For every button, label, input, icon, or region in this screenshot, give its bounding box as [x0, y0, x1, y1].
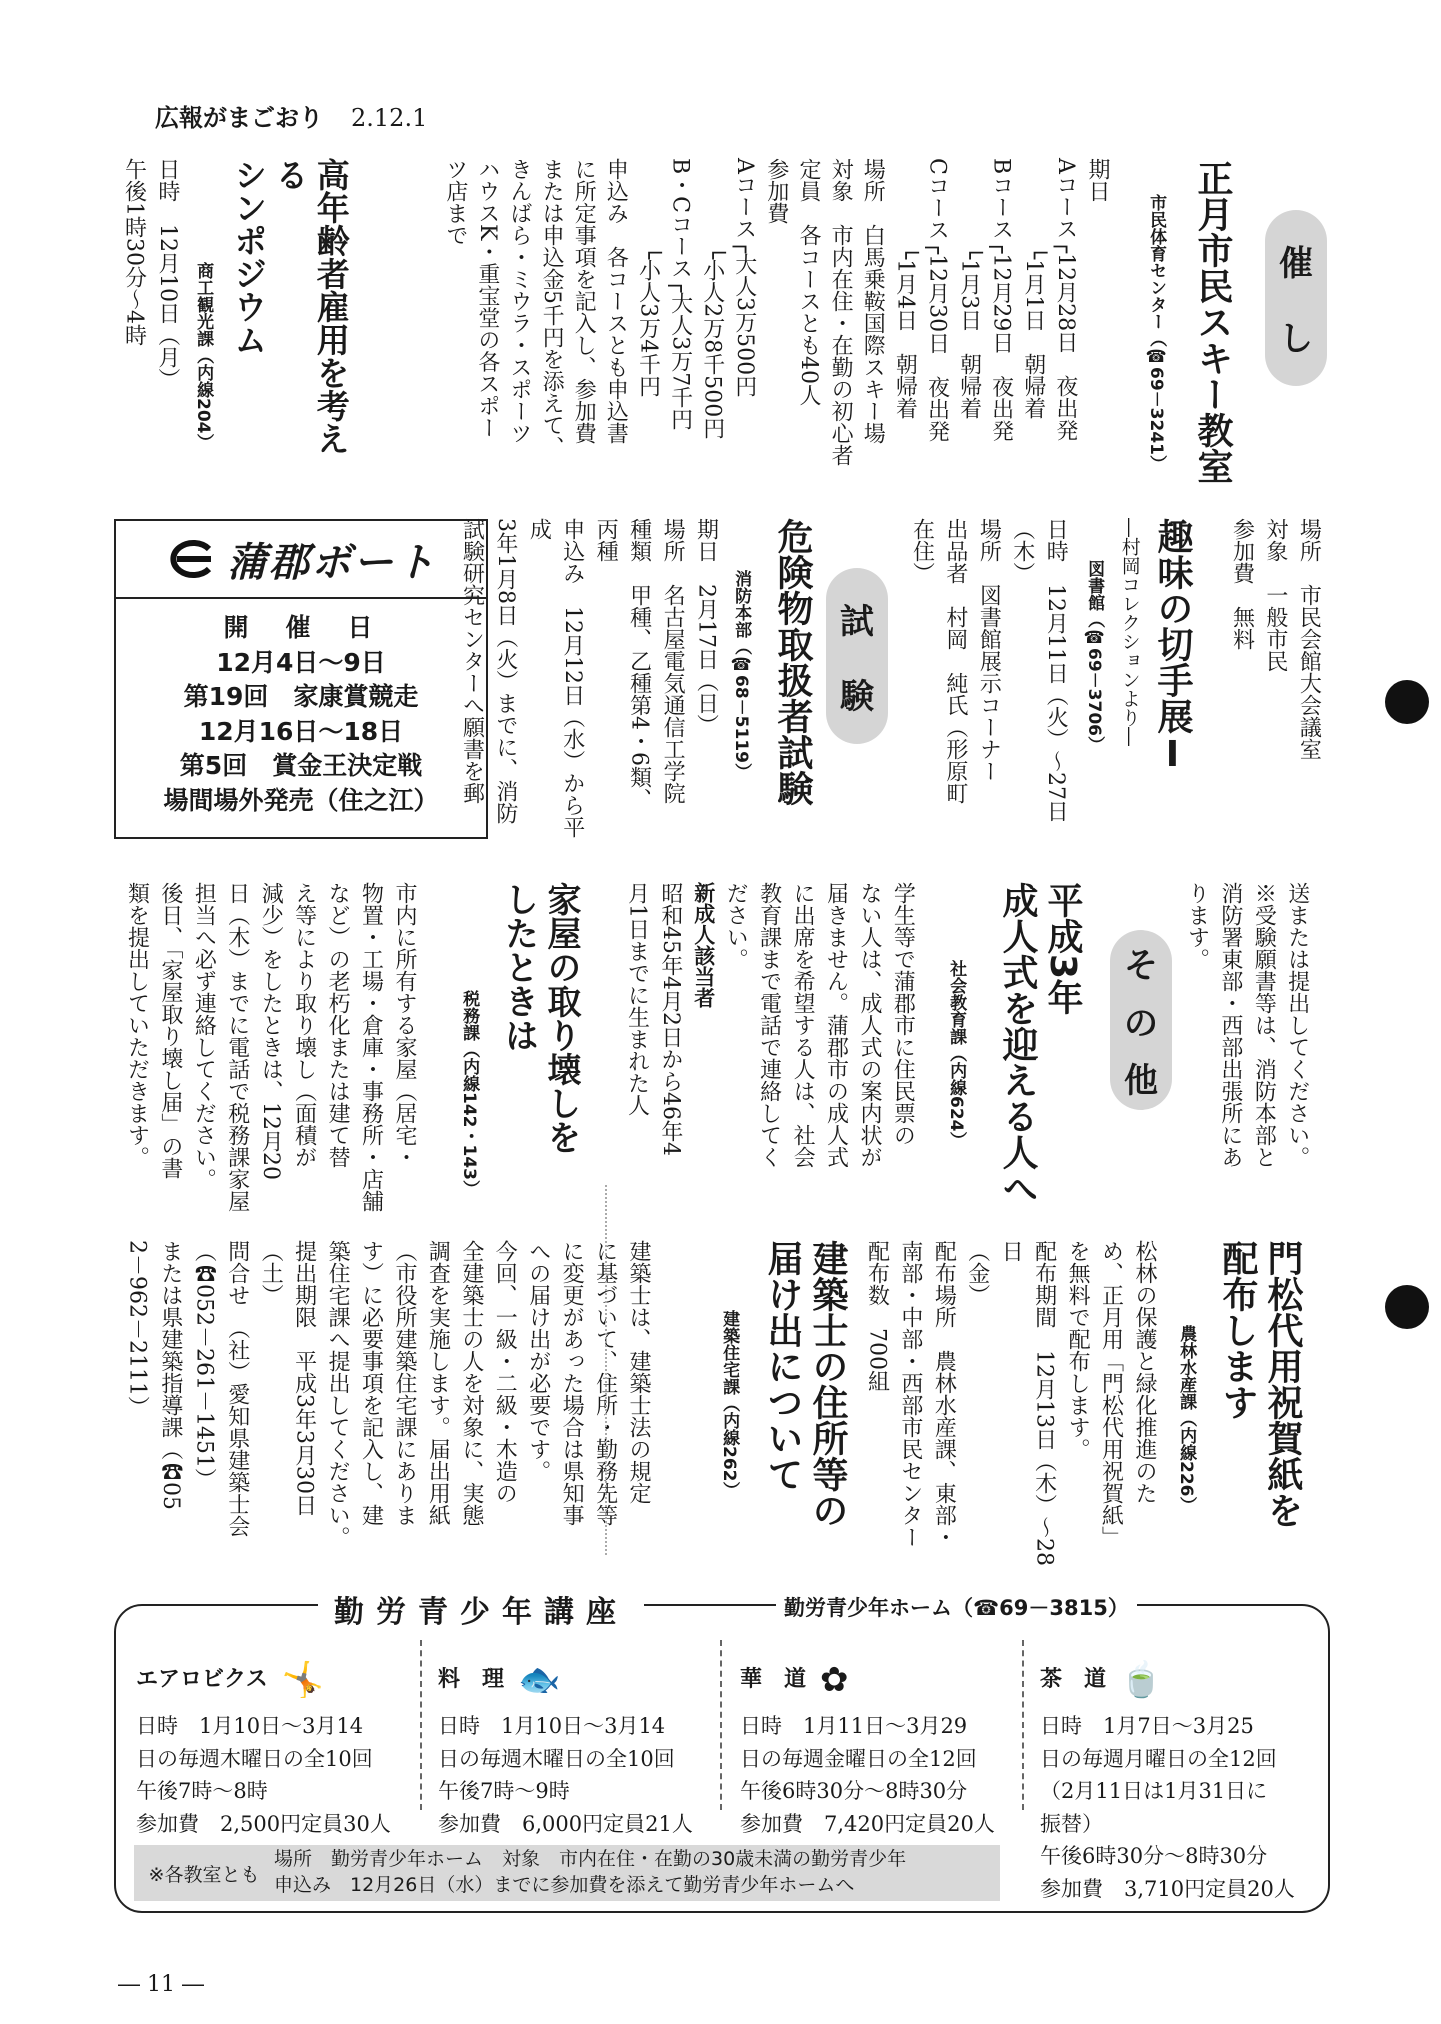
ski-dept: 市民体育センター（☎69－3241）	[1146, 194, 1167, 472]
page-number: ― 11 ―	[118, 1972, 204, 1997]
binding-hole-dot	[1385, 1285, 1429, 1329]
course-ikebana: 華 道 ✿ 日時 1月11日～3月29 日の毎週金曜日の全12回 午後6時30分～8時30分 参加費 7,420円定員20人	[740, 1650, 1010, 1840]
lecture-title: 勤労青少年講座	[318, 1587, 644, 1631]
aerobics-figure-icon: 🤸	[281, 1659, 325, 1700]
course-aerobics: エアロビクス 🤸 日時 1月10日～3月14 日の毎週木曜日の全10回 午後7時～8時 参加費 2,500円定員30人	[136, 1650, 406, 1840]
tag-event: 催 し	[1265, 210, 1327, 386]
binding-hole-dot	[1385, 680, 1429, 724]
course-tea: 茶 道 🍵 日時 1月7日～3月25 日の毎週月曜日の全12回 （2月11日は1月31日に 振替） 午後6時30分～8時30分 参加費 3,710円定員20人	[1040, 1650, 1310, 1905]
ski-body: 期日 Aコース┌12月28日 夜出発 └1月1日 朝帰着 Bコース┌12月29日 夜出発 └1月3日 朝帰着 Cコース┌12月30日 夜出発 └1月4日 朝帰着 場所 白馬乗鞍国際スキー場 対象 市内在住・在勤の初心者 定員 各コースとも40人 参加費 Aコース┌大人3万500円 └小人2万8千500円 B・Cコース┌大人3万7千円 └小人3万4千円 申込み 各コースとも申込書 に所定事項を記入し、参加費 または申込金5千円を添えて、 きんばら・ミウラ・スポーツ ハウスK・重宝堂の各スポー ツ店まで	[442, 158, 1110, 466]
kenchikushi-title: 建築士の住所等の 届け出について	[762, 1240, 848, 1528]
stamp-dept: 図書館（☎69－3706）	[1084, 560, 1105, 753]
house-body: 市内に所有する家屋（居宅・ 物置・工場・倉庫・事務所・店舗 など）の老朽化または建て替 え等により取り壊し（面積が 減少）をしたときは、12月20 日（木）までに電話で税務課家屋 担当へ必ず連絡してください。 後日、「家屋取り壊し届」の書 類を提出していただきます。	[124, 882, 417, 1212]
note-all: ※各教室とも	[148, 1863, 260, 1886]
boat-line: 第19回 家康賞競走	[183, 682, 419, 711]
boat-logo-text: 蒲郡ボート	[227, 539, 437, 586]
seijin-dept: 社会教育課（内線624）	[946, 960, 967, 1149]
symposium-title: 高年齢者雇用を考える シンポジウム	[229, 158, 351, 455]
course-divider	[420, 1640, 422, 1810]
house-title: 家屋の取り壊しを したときは	[498, 882, 581, 1154]
boat-line: 開 催 日	[223, 613, 379, 642]
tag-other: そ の 他	[1110, 930, 1172, 1110]
hazmat-title: 危険物取扱者試験	[772, 518, 813, 806]
symposium-dept: 商工観光課（内線204）	[193, 262, 214, 451]
flower-arrangement-icon: ✿	[820, 1659, 849, 1700]
stamp-title: 趣味の切手展Ⅰ	[1152, 518, 1193, 775]
course-cooking: 料 理 🐟 日時 1月10日～3月14 日の毎週木曜日の全10回 午後7時～9時 参加費 6,000円定員21人	[438, 1650, 708, 1840]
lecture-note	[134, 1845, 1000, 1901]
boat-race-ad	[114, 519, 488, 839]
course-divider	[720, 1640, 722, 1810]
masthead	[155, 98, 427, 133]
seijin-title: 平成3年 成人式を迎える人へ	[997, 882, 1083, 1206]
note-line: 申込み 12月26日（水）までに参加費を添えて勤労青少年ホームへ	[274, 1874, 855, 1896]
boat-line: 第5回 賞金王決定戦	[179, 751, 423, 780]
hazmat-body-cont: 送または提出してください。 ※受験願書等は、消防本部と 消防署東部・西部出張所にあ ります。	[1184, 882, 1310, 1168]
tag-exam: 試 験	[826, 568, 888, 744]
course-divider	[1022, 1640, 1024, 1810]
kadomatsu-dept: 農林水産課（内線226）	[1176, 1325, 1197, 1514]
kadomatsu-body: 松林の保護と緑化推進のた め、正月用「門松代用祝賀紙」 を無料で配布します。 配布期間 12月13日（木）～28日 （金） 配布場所 農林水産課、東部・ 南部・中部・西部市民センター 配布数 700組	[864, 1240, 1157, 1566]
column-divider	[605, 1185, 607, 1555]
hazmat-dept: 消防本部（☎68－5119）	[731, 570, 752, 780]
symposium-body: 日時 12月10日（月） 午後1時30分～4時	[121, 158, 180, 390]
issue-date: 2.12.1	[351, 104, 428, 132]
hazmat-body: 期日 2月17日（日） 場所 名古屋電気通信工学院 種類 甲種、乙種第4・6類、 丙種 申込み 12月12日（水）から平成 3年1月8日（火）までに、消防 試験研究センターへ願書を郵	[459, 518, 719, 838]
kenchikushi-body: 建築士は、建築士法の規定 に基づいて、住所・勤務先等 に変更があった場合は県知事 への届け出が必要です。 今回、一級・二級・木造の 全建築士の人を対象に、実態 調査を実施します。届出用紙 （市役所建築住宅課にありま す）に必要事項を記入し、建 築住宅課へ提出してください。 提出期限 平成3年3月30日 （土） 問合せ （社）愛知県建築士会 （☎052－261－1451） または県建築指導課（☎05 2－962－2111）	[124, 1240, 651, 1548]
fish-dish-icon: 🐟	[518, 1659, 561, 1700]
kadomatsu-title: 門松代用祝賀紙を 配布します	[1217, 1240, 1303, 1528]
tea-bowl-icon: 🍵	[1120, 1659, 1163, 1700]
stamp-subtitle: ―村岡コレクションより―	[1118, 518, 1141, 746]
ski-title: 正月市民スキー教室	[1192, 160, 1233, 484]
boat-line: 12月16日～18日	[198, 716, 404, 746]
boat-line: 場間場外発売（住之江）	[163, 785, 439, 815]
lecture-contact: 勤労青少年ホーム（☎69－3815）	[776, 1592, 1137, 1622]
publication-title: 広報がまごおり	[155, 104, 323, 132]
boat-line: 12月4日～9日	[216, 647, 386, 677]
boat-logo-icon	[165, 539, 215, 579]
boat-logo	[116, 521, 486, 599]
seijin-body: 学生等で蒲郡市に住民票の ない人は、成人式の案内状が 届きません。蒲郡市の成人式 に出席を希望する人は、社会 教育課まで電話で連絡してく ださい。 新成人該当者 昭和45年4月2日から46年4 月1日までに生まれた人	[624, 882, 916, 1168]
kenchikushi-dept: 建築住宅課（内線262）	[719, 1310, 740, 1499]
house-dept: 税務課（内線142・143）	[459, 990, 480, 1197]
note-line: 場所 勤労青少年ホーム 対象 市内在住・在勤の30歳未満の勤労青少年	[274, 1848, 907, 1871]
stamp-body: 日時 12月11日（火）～27日（木） 場所 図書館展示コーナー 出品者 村岡 純氏（形原町 在住）	[909, 518, 1069, 822]
stamp-info: 場所 市民会館大会議室 対象 一般市民 参加費 無料	[1229, 518, 1322, 760]
